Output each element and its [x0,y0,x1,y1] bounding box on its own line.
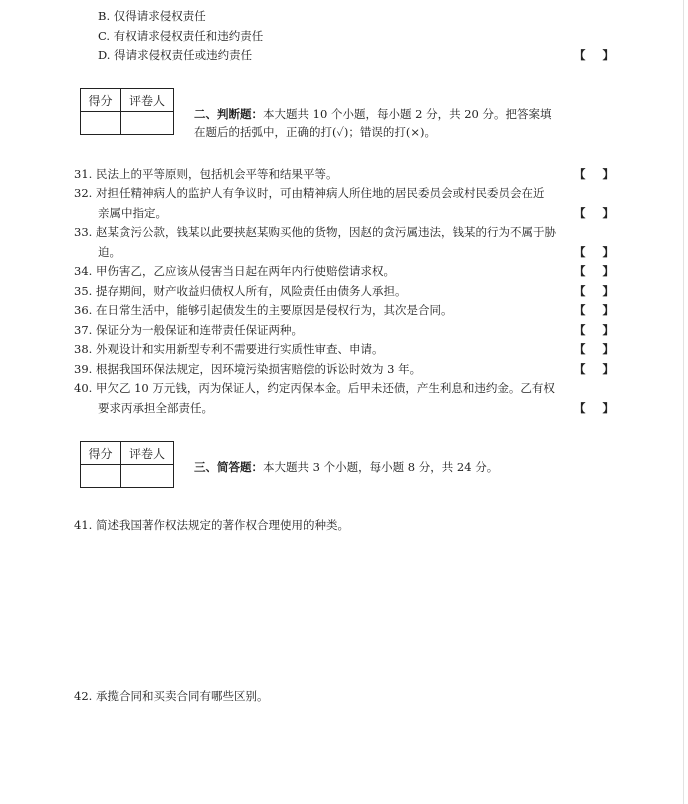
question-number: 41. [74,518,93,532]
answer-bracket [574,167,614,181]
bracket-open: 【 [574,264,586,278]
option-c: C. 有权请求侵权责任和违约责任 [98,29,264,43]
bracket-open: 【 [574,401,586,415]
question-text: 简述我国著作权法规定的著作权合理使用的种类。 [95,518,349,532]
bracket-close: 】 [602,401,614,415]
question-continuation: 要求丙承担全部责任。 [98,401,213,415]
question-number: 38. [74,342,93,356]
grader-label: 评卷人 [121,89,174,112]
answer-bracket [574,245,614,259]
question-text: 保证分为一般保证和连带责任保证两种。 [95,323,303,337]
question-line [74,342,383,356]
question-line [74,264,395,278]
question-number: 34. [74,264,93,278]
question-number: 42. [74,689,93,703]
question-line [74,186,544,200]
question-continuation: 亲属中指定。 [98,206,167,220]
bracket-open: 【 [574,342,586,356]
score-cell [81,465,121,488]
question-line [74,362,421,376]
question-number: 33. [74,225,93,239]
answer-bracket [574,362,614,376]
section2-text1: 本大题共 10 个小题，每小题 2 分，共 20 分。把答案填 [263,107,552,121]
grader-label: 评卷人 [121,442,174,465]
score-box-2 [80,441,174,488]
bracket-open: 【 [574,245,586,259]
question-text: 对担任精神病人的监护人有争议时，可由精神病人所住地的居民委员会或村民委员会在近 [95,186,545,200]
question-line [74,323,303,337]
score-cell [81,112,121,135]
answer-bracket [574,264,614,278]
bracket-open: 【 [574,303,586,317]
page-edge-line [683,0,684,804]
question-number: 39. [74,362,93,376]
question-text: 外观设计和实用新型专利不需要进行实质性审查、申请。 [95,342,384,356]
bracket-close: 】 [602,48,614,62]
section2-header [194,105,552,141]
question-number: 35. [74,284,93,298]
bracket-open: 【 [574,362,586,376]
bracket-close: 】 [602,362,614,376]
score-label: 得分 [81,442,121,465]
question-text: 甲欠乙 10 万元钱，丙为保证人，约定丙保本金。后甲未还债，产生利息和违约金。乙有权 [95,381,555,395]
question-text: 赵某贪污公款，钱某以此要挟赵某购买他的货物，因赵的贪污属违法，钱某的行为不属于胁 [95,225,556,239]
answer-bracket [574,48,614,62]
question-42 [74,689,268,703]
score-label: 得分 [81,89,121,112]
question-number: 31. [74,167,93,181]
option-b: B. 仅得请求侵权责任 [98,9,206,23]
bracket-close: 】 [602,323,614,337]
question-line [74,225,556,239]
section2-title: 二、判断题： [194,107,263,121]
section3-text1: 本大题共 3 个小题，每小题 8 分，共 24 分。 [263,460,499,474]
section3-title: 三、简答题： [194,460,263,474]
question-text: 提存期间，财产收益归债权人所有，风险责任由债务人承担。 [95,284,407,298]
bracket-open: 【 [574,206,586,220]
grader-cell [121,465,174,488]
answer-bracket [574,342,614,356]
question-line [74,167,337,181]
question-continuation: 迫。 [98,245,121,259]
bracket-close: 】 [602,284,614,298]
question-number: 32. [74,186,93,200]
option-d: D. 得请求侵权责任或违约责任 [98,48,253,62]
bracket-open: 【 [574,167,586,181]
bracket-open: 【 [574,284,586,298]
bracket-open: 【 [574,48,586,62]
answer-bracket [574,401,614,415]
answer-bracket [574,303,614,317]
question-41 [74,518,349,532]
score-box [80,88,174,135]
question-line [74,303,452,317]
bracket-close: 】 [602,167,614,181]
section3-header [194,458,498,476]
bracket-close: 】 [602,303,614,317]
question-number: 40. [74,381,93,395]
question-line [74,284,406,298]
grader-cell [121,112,174,135]
question-text: 在日常生活中，能够引起债发生的主要原因是侵权行为，其次是合同。 [95,303,453,317]
bracket-close: 】 [602,264,614,278]
question-number: 36. [74,303,93,317]
question-text: 甲伤害乙，乙应该从侵害当日起在两年内行使赔偿请求权。 [95,264,395,278]
bracket-close: 】 [602,245,614,259]
question-text: 承揽合同和买卖合同有哪些区别。 [95,689,269,703]
answer-bracket [574,284,614,298]
answer-bracket [574,323,614,337]
section2-text2: 在题后的括弧中，正确的打(✓)；错误的打(×)。 [194,125,436,139]
bracket-open: 【 [574,323,586,337]
question-text: 民法上的平等原则，包括机会平等和结果平等。 [95,167,338,181]
answer-bracket [574,206,614,220]
question-number: 37. [74,323,93,337]
question-line [74,381,555,395]
bracket-close: 】 [602,342,614,356]
question-text: 根据我国环保法规定，因环境污染损害赔偿的诉讼时效为 3 年。 [95,362,422,376]
bracket-close: 】 [602,206,614,220]
